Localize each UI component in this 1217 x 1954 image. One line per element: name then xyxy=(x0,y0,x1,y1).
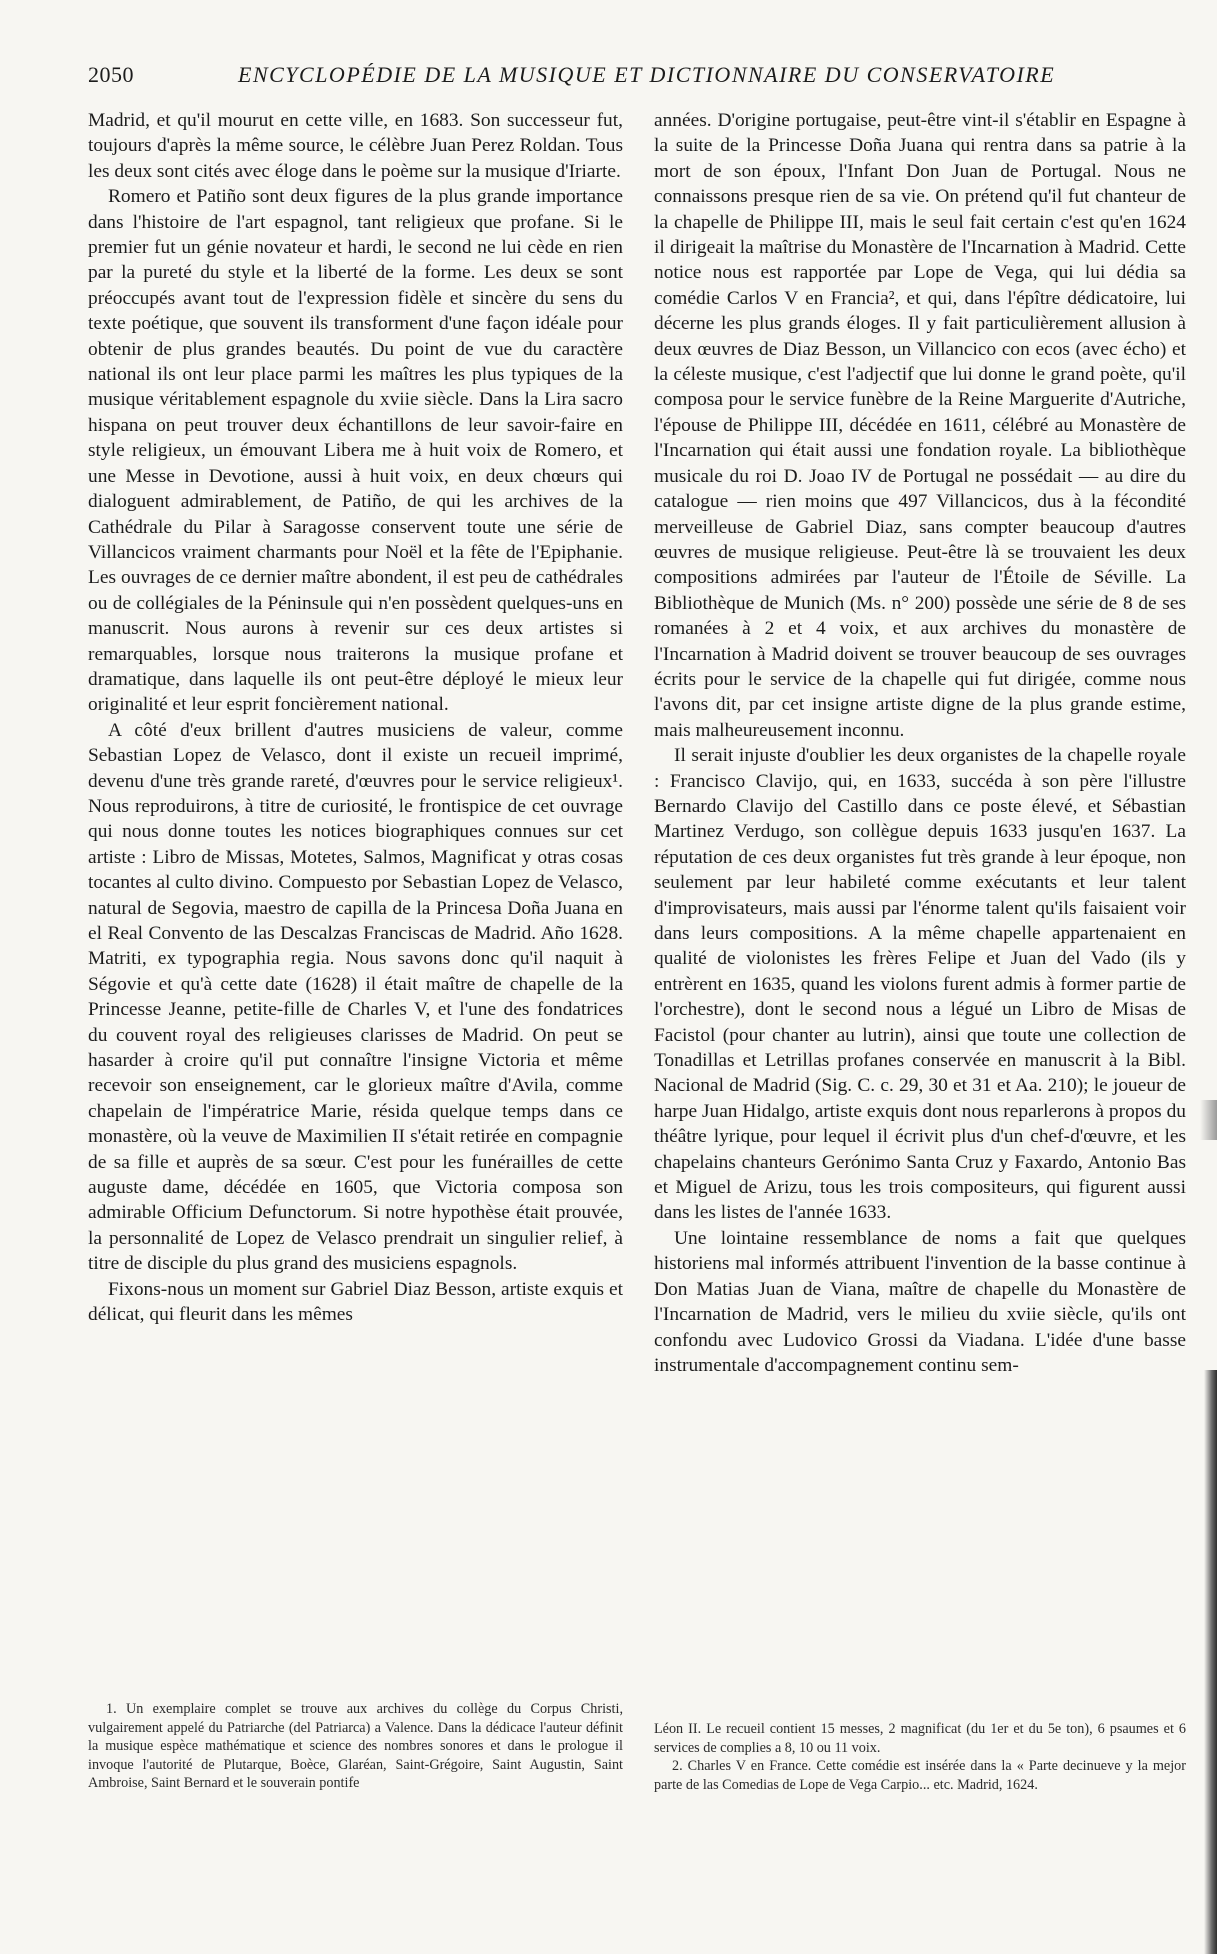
footnotes-left xyxy=(88,1700,623,1793)
footnote: Léon II. Le recueil contient 15 messes, 2 magnificat (du 1er et du 5e ton), 6 psaumes et 6 services de complies a 8, 10 ou 11 voix. xyxy=(654,1721,1186,1756)
paragraph: Il serait injuste d'oublier les deux organistes de la chapelle royale : Francisco Clavijo, qui, en 1633, succéda à son père l'illustre Bernardo Clavijo del Castillo dans ce poste élevé, et Sébastian Martinez Verdugo, son collègue depuis 1633 jusqu'en 1637. La réputation de ces deux organistes fut très grande à leur époque, non seulement par leur habileté comme exécutants et leur talent d'improvisateurs, mais aussi par l'énorme talent qu'ils faisaient voir dans leurs compositions. A la même chapelle appartenaient en qualité de violonistes les frères Felipe et Juan del Vado (ils y entrèrent en 1635, quand les violons furent admis à former partie de l'orchestre), dont le second nous a légué un Libro de Misas de Facistol (pour chanter au lutrin), ainsi que toute une collection de Tonadillas et Letrillas profanes conservée en manuscrit à la Bibl. Nacional de Madrid (Sig. C. c. 29, 30 et 31 et Aa. 210); le joueur de harpe Juan Hidalgo, artiste exquis dont nous reparlerons à propos du théâtre lyrique, pour lequel il écrivit plus d'un chef-d'œuvre, et les chapelains chanteurs Gerónimo Santa Cruz y Faxardo, Antonio Bas et Miguel de Arizu, tous les trois compositeurs, qui figurent aussi dans les listes de l'année 1633. xyxy=(654,745,1186,1224)
paragraph: A côté d'eux brillent d'autres musiciens de valeur, comme Sebastian Lopez de Velasco, dont il existe un recueil imprimé, devenu d'une très grande rareté, d'œuvres pour le service religieux¹. Nous reproduirons, à titre de curiosité, le frontispice de cet ouvrage qui nous donne toutes les notices biographiques connues sur cet artiste : Libro de Missas, Motetes, Salmos, Magnificat y otras cosas tocantes al culto divino. Compuesto por Sebastian Lopez de Velasco, natural de Segovia, maestro de capilla de la Princesa Doña Juana en el Real Convento de las Descalzas Franciscas de Madrid. Año 1628. Matriti, ex typographia regia. Nous savons donc qu'il naquit à Ségovie et qu'à cette date (1628) il était maître de chapelle de la Princesse Jeanne, petite-fille de Charles V, et l'une des fondatrices du couvent royal des religieuses clarisses de Madrid. On peut se hasarder à croire qu'il put connaître l'insigne Victoria et même recevoir son enseignement, car le glorieux maître d'Avila, comme chapelain de l'impératrice Marie, résida quelque temps dans ce monastère, où la veuve de Maximilien II s'était retirée en compagnie de sa fille et auprès de sa sœur. C'est pour les funérailles de cette auguste dame, décédée en 1605, que Victoria composa son admirable Officium Defunctorum. Si notre hypothèse était prouvée, la personnalité de Lopez de Velasco prendrait un singulier relief, à titre de disciple du plus grand des musiciens espagnols. xyxy=(88,719,623,1275)
page-edge-shadow-upper xyxy=(1200,1100,1217,1140)
paragraph: Fixons-nous un moment sur Gabriel Diaz Besson, artiste exquis et délicat, qui fleurit dans les mêmes xyxy=(88,1278,623,1326)
footnotes-right xyxy=(654,1720,1186,1794)
footnote: 2. Charles V en France. Cette comédie est insérée dans la « Parte decinueve y la mejor parte de las Comedias de Lope de Vega Carpio... etc. Madrid, 1624. xyxy=(654,1758,1186,1793)
footnote: 1. Un exemplaire complet se trouve aux archives du collège du Corpus Christi, vulgairement appelé du Patriarche (del Patriarca) a Valence. Dans la dédicace l'auteur définit la musique espèce mathématique et science des nombres sonores et dans le prologue il invoque l'autorité de Plutarque, Boèce, Glaréan, Saint-Grégoire, Saint Augustin, Saint Ambroise, Saint Bernard et le souverain pontife xyxy=(88,1701,623,1792)
page-edge-shadow xyxy=(1204,1370,1217,1954)
paragraph: Romero et Patiño sont deux figures de la plus grande importance dans l'histoire de l'art espagnol, tant religieux que profane. Si le premier fut un génie novateur et hardi, le second ne lui cède en rien par la pureté du style et la liberté de la forme. Les deux se sont préoccupés avant tout de l'expression fidèle et sincère du sens du texte poétique, que souvent ils transforment d'une façon idéale pour obtenir de plus grandes beautés. Du point de vue du caractère national ils ont leur place parmi les maîtres les plus typiques de la musique véritablement espagnole du xviie siècle. Dans la Lira sacro hispana on peut trouver deux échantillons de leur savoir-faire en style religieux, un émouvant Libera me à huit voix de Romero, et une Messe in Devotione, aussi à huit voix, en deux chœurs qui dialoguent admirablement, de Patiño, de qui les archives de la Cathédrale du Pilar à Saragosse conservent toute une série de Villancicos vraiment charmants pour Noël et la fête de l'Epiphanie. Les ouvrages de ce dernier maître abondent, il est peu de cathédrales ou de collégiales de la Péninsule qui n'en possèdent quelques-uns en manuscrit. Nous aurons à revenir sur ces deux artistes si remarquables, lorsque nous traiterons la musique profane et dramatique, dans laquelle ils ont peut-être déployé le mieux leur originalité et leur esprit foncièrement national. xyxy=(88,186,623,716)
paragraph: Madrid, et qu'il mourut en cette ville, en 1683. Son successeur fut, toujours d'après la même source, le célèbre Juan Perez Roldan. Tous les deux sont cités avec éloge dans le poème sur la musique d'Iriarte. xyxy=(88,110,623,182)
paragraph: années. D'origine portugaise, peut-être vint-il s'établir en Espagne à la suite de la Princesse Doña Juana qui rentra dans sa patrie à la mort de son époux, l'Infant Don Juan de Portugal. Nous ne connaissons presque rien de sa vie. On prétend qu'il fut chanteur de la chapelle de Philippe III, mais le seul fait certain c'est qu'en 1624 il dirigeait la maîtrise du Monastère de l'Incarnation à Madrid. Cette notice nous est rapportée par Lope de Vega, qui lui dédia sa comédie Carlos V en Francia², et qui, dans l'épître dédicatoire, lui décerne les plus grands éloges. Il y fait particulièrement allusion à deux œuvres de Diaz Besson, un Villancico con ecos (avec écho) et la céleste musique, c'est l'adjectif que lui donne le grand poète, qu'il composa pour le service funèbre de la Reine Marguerite d'Autriche, l'épouse de Philippe III, décédée en 1611, célébré au Monastère de l'Incarnation qui était aussi une fondation royale. La bibliothèque musicale du roi D. Joao IV de Portugal ne possédait — au dire du catalogue — rien moins que 497 Villancicos, dus à la fécondité merveilleuse de Gabriel Diaz, sans compter beaucoup d'autres œuvres de musique religieuse. Peut-être là se trouvaient les deux compositions admirées par l'auteur de l'Étoile de Séville. La Bibliothèque de Munich (Ms. n° 200) possède une série de 8 de ses romanées à 2 et 4 voix, et aux archives du monastère de l'Incarnation à Madrid doivent se trouver beaucoup de ses ouvrages écrits pour le service de la chapelle qui fut dirigée, comme nous l'avons dit, par cet insigne artiste digne de la plus grande estime, mais malheureusement inconnu. xyxy=(654,110,1186,741)
running-title: ENCYCLOPÉDIE DE LA MUSIQUE ET DICTIONNAIRE DU CONSERVATOIRE xyxy=(238,62,1056,87)
left-column xyxy=(88,108,623,1328)
page-header xyxy=(88,62,1208,92)
page-number: 2050 xyxy=(88,62,134,87)
right-column xyxy=(654,108,1186,1378)
paragraph: Une lointaine ressemblance de noms a fait que quelques historiens mal informés attribuent l'invention de la basse continue à Don Matias Juan de Viana, maître de chapelle du Monastère de l'Incarnation de Madrid, vers le milieu du xviie siècle, qu'ils ont confondu avec Ludovico Grossi da Viadana. L'idée d'une basse instrumentale d'accompagnement continu sem- xyxy=(654,1227,1186,1376)
